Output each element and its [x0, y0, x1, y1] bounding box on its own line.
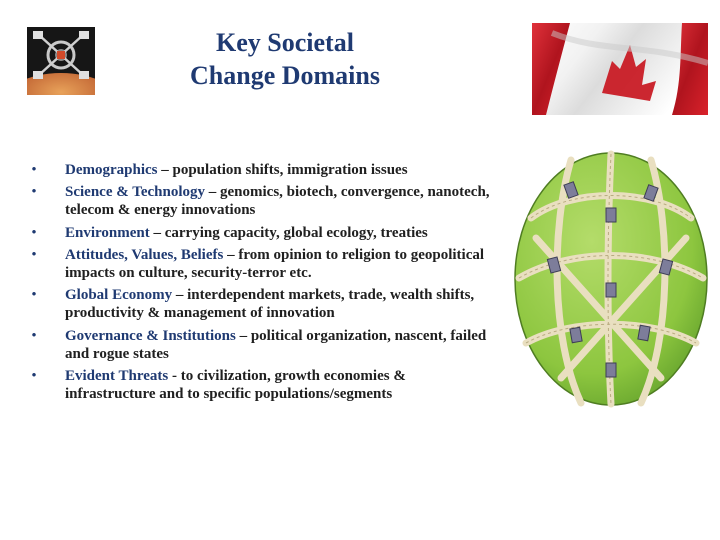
- list-item: [28, 327, 493, 363]
- bullet-list: [28, 161, 493, 407]
- bullet-term: Governance & Institutions: [65, 327, 236, 344]
- bullet-description: – from opinion to religion to geopolitical impacts on culture, security-terror etc.: [65, 246, 485, 282]
- bullet-icon: •: [31, 246, 37, 263]
- bullet-description: – population shifts, immigration issues: [157, 162, 408, 178]
- bullet-term: Global Economy: [65, 287, 173, 304]
- bullet-description: – political organization, nascent, failed and rogue states: [65, 327, 487, 362]
- bullet-term: Demographics: [65, 162, 158, 178]
- bullet-icon: •: [31, 162, 37, 178]
- satellite-logo-icon: [27, 27, 95, 95]
- bullet-term: Evident Threats: [65, 368, 169, 385]
- bullet-description: – carrying capacity, global ecology, treaties: [149, 224, 428, 241]
- list-item: [28, 224, 493, 242]
- list-item: [28, 246, 493, 282]
- page-title: [160, 26, 410, 92]
- bullet-description: - to civilization, growth economies & infrastructure and to specific populations/segments: [65, 368, 406, 403]
- list-item: [28, 367, 493, 403]
- title-line-1: Key Societal: [216, 28, 354, 57]
- list-item: [28, 183, 493, 219]
- bullet-description: – interdependent markets, trade, wealth shifts, productivity & management of innovation: [65, 287, 475, 322]
- networked-globe-illustration: [511, 148, 711, 410]
- bullet-term: Environment: [65, 224, 150, 241]
- canadian-flag-image: [532, 23, 708, 115]
- bullet-icon: •: [31, 184, 37, 201]
- bullet-icon: •: [31, 287, 37, 304]
- bullet-term: Science & Technology: [65, 184, 206, 201]
- bullet-icon: •: [31, 224, 37, 241]
- list-item: [28, 161, 493, 179]
- list-item: [28, 286, 493, 322]
- bullet-icon: •: [31, 368, 37, 385]
- title-line-2: Change Domains: [190, 61, 380, 90]
- bullet-term: Attitudes, Values, Beliefs: [65, 246, 224, 263]
- bullet-description: – genomics, biotech, convergence, nanotech, telecom & energy innovations: [65, 184, 490, 219]
- bullet-icon: •: [31, 327, 37, 344]
